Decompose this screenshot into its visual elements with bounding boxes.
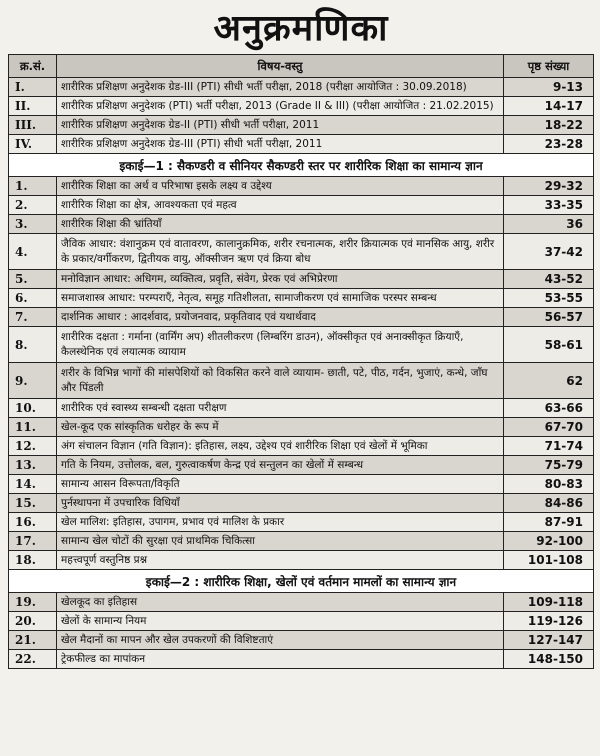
page-range: 109-118 — [504, 593, 594, 612]
topic-text: सामान्य आसन विरूपता/विकृति — [57, 475, 504, 494]
topic-text: मनोविज्ञान आधार: अधिगम, व्यक्तित्व, प्रवृति, संवेग, प्रेरक एवं अभिप्रेरणा — [57, 270, 504, 289]
serial-number: 1. — [9, 177, 57, 196]
serial-number: 21. — [9, 631, 57, 650]
page-range: 36 — [504, 215, 594, 234]
page-title: अनुक्रमणिका — [213, 8, 389, 49]
contents-row — [9, 437, 594, 456]
page-range: 92-100 — [504, 532, 594, 551]
contents-row — [9, 551, 594, 570]
serial-number: 11. — [9, 418, 57, 437]
topic-text: ट्रेकफील्ड का मापांकन — [57, 650, 504, 669]
topic-text: खेल मैदानों का मापन और खेल उपकरणों की विशिष्टताएं — [57, 631, 504, 650]
contents-row — [9, 270, 594, 289]
page-range: 71-74 — [504, 437, 594, 456]
section-heading-row — [9, 570, 594, 593]
page-range: 148-150 — [504, 650, 594, 669]
contents-row — [9, 234, 594, 270]
contents-row — [9, 418, 594, 437]
topic-text: शारीरिक दक्षता : गर्माना (वार्मिंग अप) शीतलीकरण (लिम्बरिंग डाउन), ऑक्सीकृत एवं अनाक्सीकृत क्रियाएँ, कैलस्थेनिक एवं लयात्मक व्यायाम — [57, 327, 504, 363]
page-range: 84-86 — [504, 494, 594, 513]
contents-row — [9, 308, 594, 327]
contents-row — [9, 289, 594, 308]
serial-number: I. — [9, 78, 57, 97]
section-heading: इकाई—2 : शारीरिक शिक्षा, खेलों एवं वर्तमान मामलों का सामान्य ज्ञान — [9, 570, 594, 593]
topic-text: समाजशास्त्र आधार: परम्पराएँ, नेतृत्व, समूह गतिशीलता, सामाजीकरण एवं सामाजिक परस्पर सम्बन्ध — [57, 289, 504, 308]
serial-number: 7. — [9, 308, 57, 327]
page-range: 119-126 — [504, 612, 594, 631]
serial-number: 6. — [9, 289, 57, 308]
page-header: पृष्ठ संख्या — [504, 55, 594, 78]
serial-number: 20. — [9, 612, 57, 631]
contents-row — [9, 475, 594, 494]
serial-number: 10. — [9, 399, 57, 418]
serial-header: क्र.सं. — [9, 55, 57, 78]
section-heading-row — [9, 154, 594, 177]
page-range: 62 — [504, 363, 594, 399]
topic-text: गति के नियम, उत्तोलक, बल, गुरुत्वाकर्षण केन्द्र एवं सन्तुलन का खेलों में सम्बन्ध — [57, 456, 504, 475]
topic-text: खेलों के सामान्य नियम — [57, 612, 504, 631]
topic-text: शरीर के विभिन्न भागों की मांसपेशियों को विकसित करने वाले व्यायाम- छाती, पटे, पीठ, गर्दन, भुजाएं, कन्धे, जाँघ और पिंडली — [57, 363, 504, 399]
topic-text: जैविक आधार: वंशानुक्रम एवं वातावरण, कालानुक्रमिक, शरीर रचनात्मक, शरीर क्रियात्मक एवं मानसिक आयु, शरीर के प्रकार/वर्गीकरण, द्वितीयक वायु, ऑक्सीजन ऋण एवं क्रिया बोध — [57, 234, 504, 270]
contents-row — [9, 456, 594, 475]
contents-row — [9, 494, 594, 513]
page-range: 43-52 — [504, 270, 594, 289]
contents-body — [9, 78, 594, 669]
contents-row — [9, 215, 594, 234]
serial-number: IV. — [9, 135, 57, 154]
page-range: 29-32 — [504, 177, 594, 196]
page-range: 37-42 — [504, 234, 594, 270]
serial-number: II. — [9, 97, 57, 116]
contents-row — [9, 631, 594, 650]
topic-text: शारीरिक शिक्षा का क्षेत्र, आवश्यकता एवं महत्व — [57, 196, 504, 215]
topic-text: खेल-कूद एक सांस्कृतिक धरोहर के रूप में — [57, 418, 504, 437]
contents-row — [9, 135, 594, 154]
subject-header: विषय-वस्तु — [57, 55, 504, 78]
serial-number: III. — [9, 116, 57, 135]
contents-row — [9, 513, 594, 532]
topic-text: पुर्नस्थापना में उपचारिक विधियाँ — [57, 494, 504, 513]
page-range: 127-147 — [504, 631, 594, 650]
page-range: 14-17 — [504, 97, 594, 116]
section-heading: इकाई—1 : सैकण्डरी व सीनियर सैकण्डरी स्तर पर शारीरिक शिक्षा का सामान्य ज्ञान — [9, 154, 594, 177]
serial-number: 17. — [9, 532, 57, 551]
serial-number: 18. — [9, 551, 57, 570]
page-range: 101-108 — [504, 551, 594, 570]
page-range: 23-28 — [504, 135, 594, 154]
topic-text: सामान्य खेल चोटों की सुरक्षा एवं प्राथमिक चिकित्सा — [57, 532, 504, 551]
contents-row — [9, 196, 594, 215]
serial-number: 15. — [9, 494, 57, 513]
topic-text: शारीरिक प्रशिक्षण अनुदेशक (PTI) भर्ती परीक्षा, 2013 (Grade II & III) (परीक्षा आयोजित : 21.02.2015) — [57, 97, 504, 116]
table-header-row — [9, 55, 594, 78]
serial-number: 14. — [9, 475, 57, 494]
contents-row — [9, 327, 594, 363]
page-range: 33-35 — [504, 196, 594, 215]
page-range: 75-79 — [504, 456, 594, 475]
serial-number: 2. — [9, 196, 57, 215]
serial-number: 4. — [9, 234, 57, 270]
serial-number: 22. — [9, 650, 57, 669]
topic-text: खेलकूद का इतिहास — [57, 593, 504, 612]
topic-text: शारीरिक प्रशिक्षण अनुदेशक ग्रेड-III (PTI) सीधी भर्ती परीक्षा, 2011 — [57, 135, 504, 154]
contents-row — [9, 612, 594, 631]
topic-text: शारीरिक एवं स्वास्थ्य सम्बन्धी दक्षता परीक्षण — [57, 399, 504, 418]
serial-number: 8. — [9, 327, 57, 363]
contents-row — [9, 177, 594, 196]
serial-number: 12. — [9, 437, 57, 456]
contents-row — [9, 116, 594, 135]
serial-number: 19. — [9, 593, 57, 612]
contents-row — [9, 363, 594, 399]
contents-row — [9, 78, 594, 97]
contents-row — [9, 532, 594, 551]
contents-row — [9, 97, 594, 116]
contents-row — [9, 593, 594, 612]
contents-row — [9, 399, 594, 418]
page-range: 80-83 — [504, 475, 594, 494]
page-range: 63-66 — [504, 399, 594, 418]
topic-text: महत्त्वपूर्ण वस्तुनिष्ठ प्रश्न — [57, 551, 504, 570]
serial-number: 3. — [9, 215, 57, 234]
contents-table — [8, 54, 594, 669]
page-range: 53-55 — [504, 289, 594, 308]
page-range: 9-13 — [504, 78, 594, 97]
topic-text: शारीरिक शिक्षा का अर्थ व परिभाषा इसके लक्ष्य व उद्देश्य — [57, 177, 504, 196]
serial-number: 5. — [9, 270, 57, 289]
topic-text: खेल मालिश: इतिहास, उपागम, प्रभाव एवं मालिश के प्रकार — [57, 513, 504, 532]
contents-row — [9, 650, 594, 669]
page-range: 56-57 — [504, 308, 594, 327]
serial-number: 16. — [9, 513, 57, 532]
page-range: 67-70 — [504, 418, 594, 437]
topic-text: शारीरिक प्रशिक्षण अनुदेशक ग्रेड-III (PTI) सीधी भर्ती परीक्षा, 2018 (परीक्षा आयोजित : 30.09.2018) — [57, 78, 504, 97]
topic-text: शारीरिक शिक्षा की भ्रांतियाँ — [57, 215, 504, 234]
page-range: 58-61 — [504, 327, 594, 363]
page-range: 87-91 — [504, 513, 594, 532]
topic-text: दार्शनिक आधार : आदर्शवाद, प्रयोजनवाद, प्रकृतिवाद एवं यथार्थवाद — [57, 308, 504, 327]
serial-number: 9. — [9, 363, 57, 399]
topic-text: शारीरिक प्रशिक्षण अनुदेशक ग्रेड-II (PTI) सीधी भर्ती परीक्षा, 2011 — [57, 116, 504, 135]
page-range: 18-22 — [504, 116, 594, 135]
topic-text: अंग संचालन विज्ञान (गति विज्ञान): इतिहास, लक्ष्य, उद्देश्य एवं शारीरिक शिक्षा एवं खेलों में भूमिका — [57, 437, 504, 456]
serial-number: 13. — [9, 456, 57, 475]
